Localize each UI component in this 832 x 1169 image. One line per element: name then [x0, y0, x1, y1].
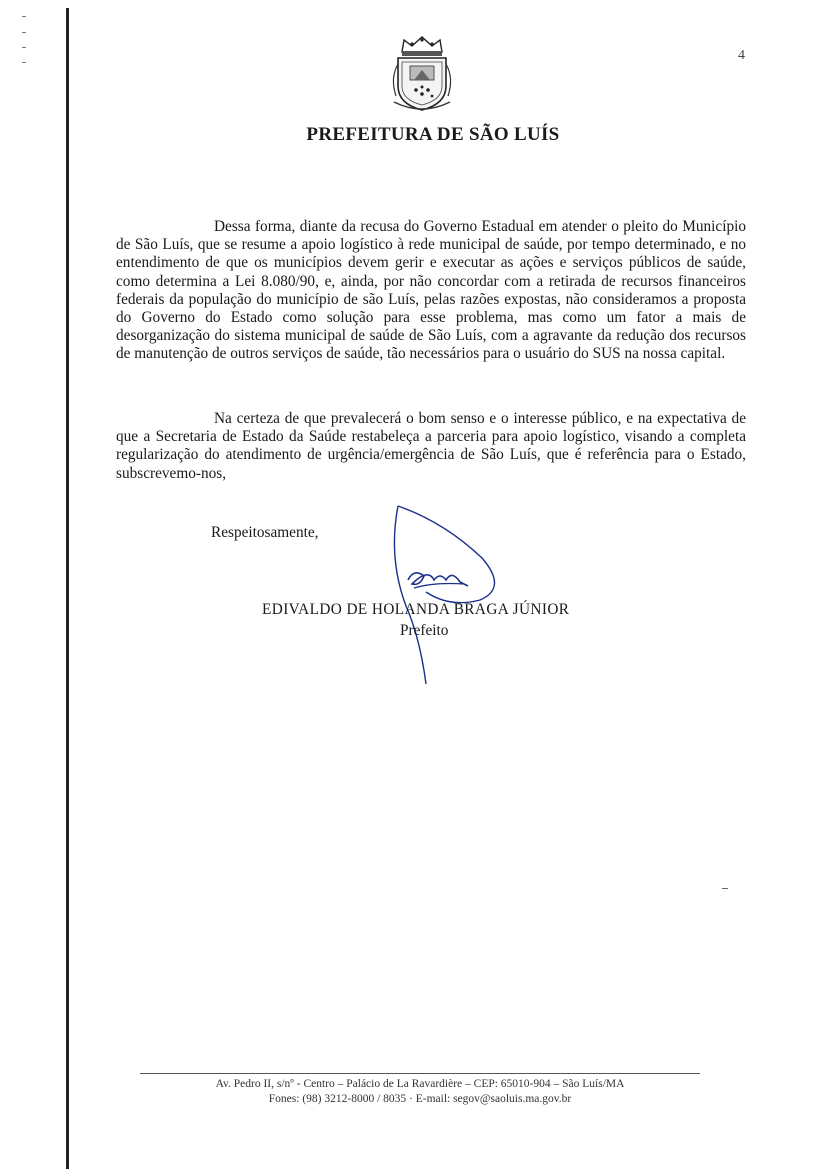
institution-title: PREFEITURA DE SÃO LUÍS	[306, 124, 560, 145]
margin-mark	[22, 32, 26, 33]
body-paragraph-2: Na certeza de que prevalecerá o bom senso e o interesse público, e na expectativa de que a Secretaria de Estado da Saúde restabeleça a parceria para apoio logístico, visando a completa regularização do atendimento de urgência/emergência de São Luís, que é referência para o Estado, subscrevemo-nos,	[116, 410, 746, 482]
margin-mark	[22, 62, 26, 63]
page-number: 4	[738, 48, 745, 63]
signature-icon	[384, 488, 504, 688]
signer-name: EDIVALDO DE HOLANDA BRAGA JÚNIOR	[262, 601, 570, 618]
margin-mark	[22, 47, 26, 48]
closing-salutation: Respeitosamente,	[211, 524, 319, 541]
footer-rule	[140, 1073, 700, 1074]
binding-line	[66, 8, 69, 1169]
body-paragraph-1: Dessa forma, diante da recusa do Governo Estadual em atender o pleito do Município de São Luís, que se resume a apoio logístico à rede municipal de saúde, por tempo determinado, e no entendimento de que os municípios devem gerir e executar as ações e serviços públicos de saúde, como determina a Lei 8.080/90, e, ainda, por não concordar com a retirada de recursos financeiros federais da população do município de são Luís, pelas razões expostas, não consideramos a proposta do Governo do Estado como solução para esse problema, mas como um fator a mais de desorganização do sistema municipal de saúde de São Luís, com a agravante da redução dos recursos de manutenção de outros serviços de saúde, tão necessários para o usuário do SUS na nossa capital.	[116, 218, 746, 363]
margin-mark	[22, 16, 26, 17]
coat-of-arms-icon	[386, 34, 458, 114]
signer-title: Prefeito	[400, 622, 449, 639]
footer-address: Av. Pedro II, s/nº - Centro – Palácio de La Ravardière – CEP: 65010-904 – São Luís/MA	[215, 1078, 625, 1090]
stray-mark	[722, 888, 728, 889]
footer-contact: Fones: (98) 3212-8000 / 8035 · E-mail: segov@saoluis.ma.gov.br	[268, 1093, 572, 1105]
